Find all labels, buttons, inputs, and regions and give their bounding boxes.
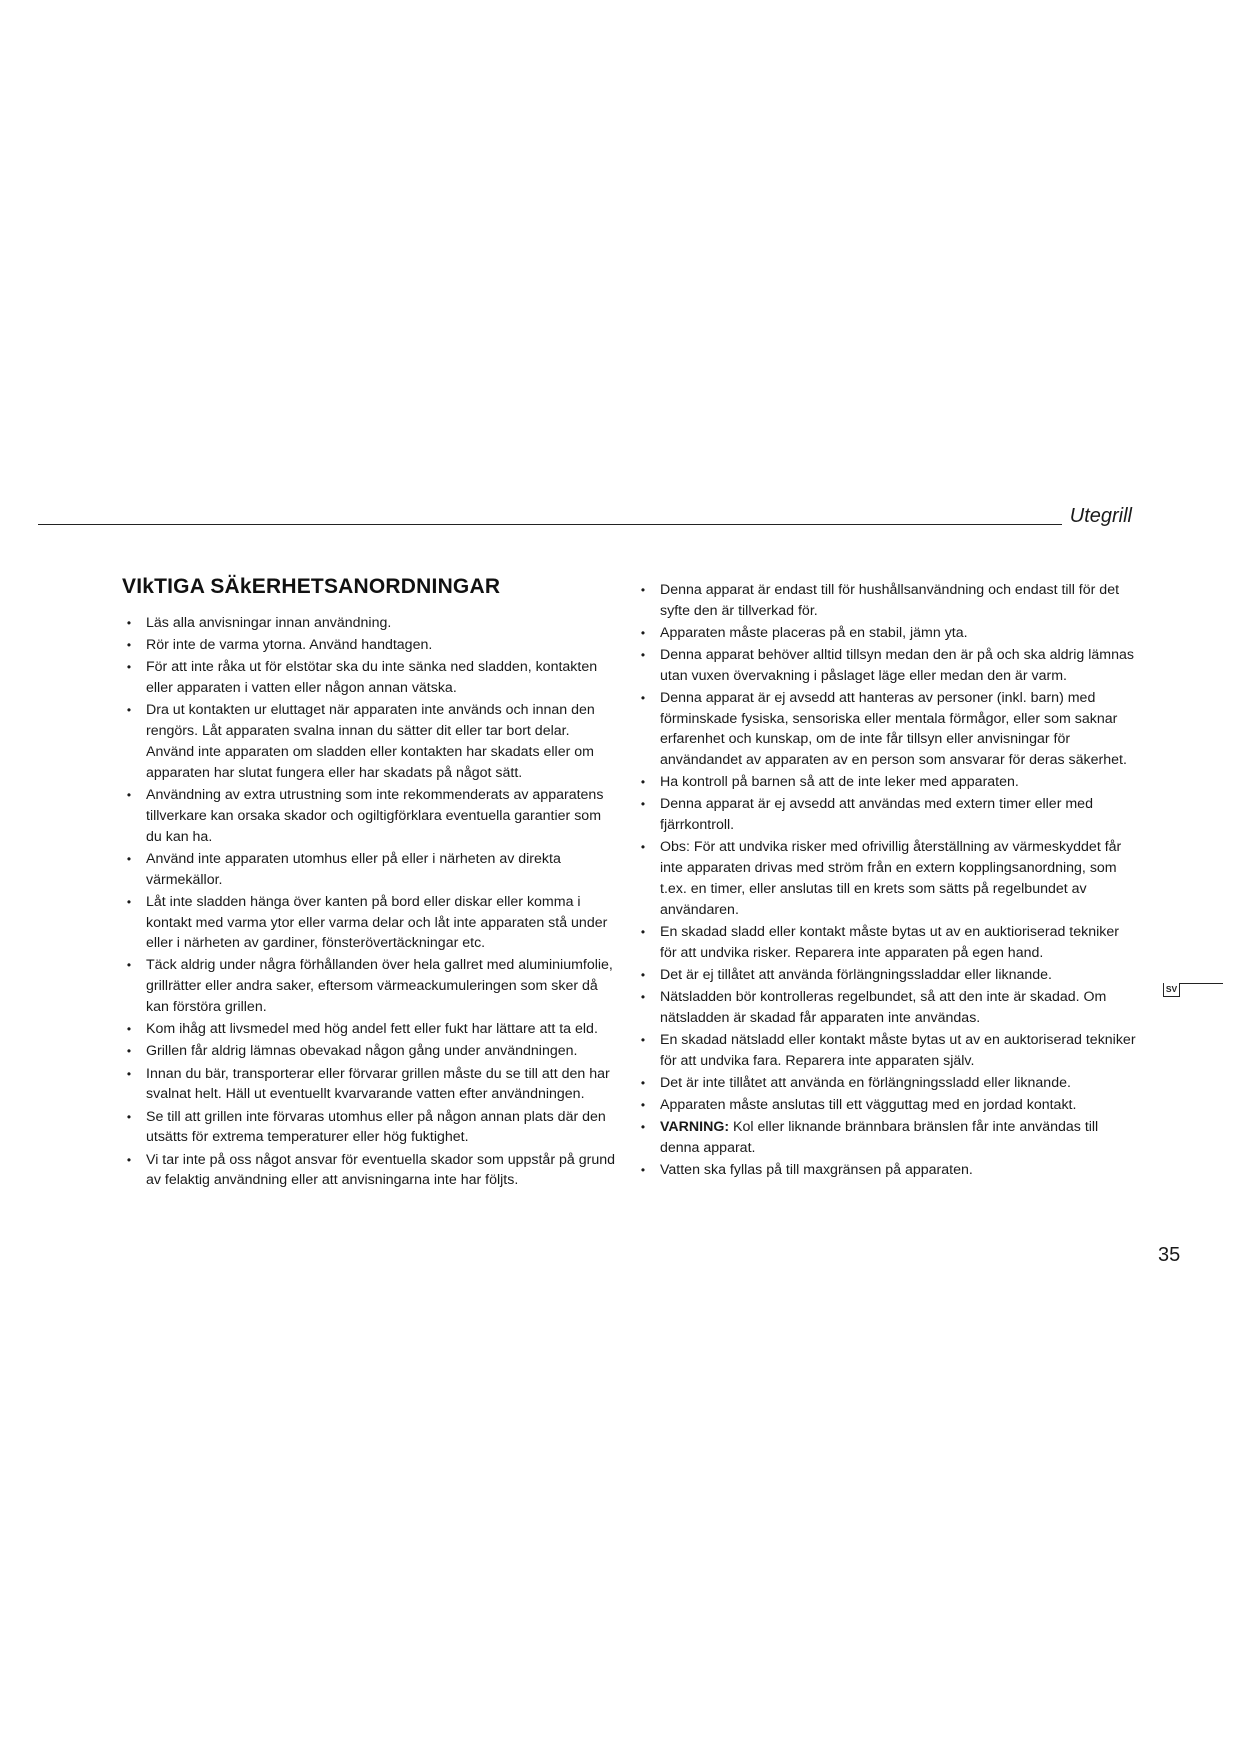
list-item — [122, 955, 615, 1017]
bullet-icon: • — [640, 690, 646, 705]
list-item-text: Ha kontroll på barnen så att de inte leker med apparaten. — [660, 774, 1019, 791]
header-rule — [38, 524, 1062, 525]
list-item-text: Rör inte de varma ytorna. Använd handtagen. — [146, 637, 433, 654]
list-item-text: Denna apparat är endast till för hushållsanvändning och endast till för det syfte den är tillverkad för. — [660, 582, 1120, 619]
list-item — [122, 1064, 615, 1106]
left-column — [122, 575, 615, 1193]
list-item — [636, 580, 1136, 622]
list-item — [122, 849, 615, 891]
bullet-icon: • — [640, 924, 646, 939]
list-item — [636, 1095, 1136, 1116]
list-item — [122, 1041, 615, 1062]
list-item — [636, 794, 1136, 836]
warning-text: Kol eller liknande brännbara bränslen får inte användas till denna apparat. — [660, 1118, 1099, 1156]
list-item-text: Se till att grillen inte förvaras utomhus eller på någon annan plats där den utsätts för extrema temperaturer eller hög fuktighet. — [146, 1108, 606, 1146]
right-bullet-list — [636, 580, 1136, 1180]
bullet-icon: • — [126, 958, 132, 973]
bullet-icon: • — [126, 660, 132, 675]
bullet-icon: • — [126, 1109, 132, 1124]
bullet-icon: • — [126, 787, 132, 802]
list-item — [636, 772, 1136, 793]
list-item — [122, 700, 615, 783]
list-item — [122, 613, 615, 634]
list-item-text: Det är ej tillåtet att använda förlängningssladdar eller liknande. — [660, 966, 1052, 983]
language-tab-line — [1179, 983, 1223, 984]
list-item — [636, 623, 1136, 644]
list-item-text: Täck aldrig under några förhållanden över hela gallret med aluminiumfolie, grillrätter eller andra saker, eftersom värmeackumuleringen som sker då kan förstöra grillen. — [146, 957, 613, 1016]
list-item-text: Denna apparat behöver alltid tillsyn medan den är på och ska aldrig lämnas utan vuxen övervakning i påslaget läge eller medan den är varm. — [660, 646, 1134, 684]
bullet-icon: • — [640, 1032, 646, 1047]
bullet-icon: • — [126, 1044, 132, 1059]
running-header-title: Utegrill — [1069, 505, 1132, 527]
page-number: 35 — [1158, 1244, 1181, 1266]
list-item — [636, 837, 1136, 920]
list-item-text: Använd inte apparaten utomhus eller på eller i närheten av direkta värmekällor. — [146, 850, 561, 888]
list-item-text: Obs: För att undvika risker med ofrivillig återställning av värmeskyddet får inte apparaten drivas med ström från en extern kopplingsanordning, som t.ex. en timer, eller anslutas till en krets som sätts på regelbundet av användaren. — [660, 839, 1122, 918]
list-item — [636, 688, 1136, 771]
bullet-icon: • — [126, 703, 132, 718]
bullet-icon: • — [640, 989, 646, 1004]
bullet-icon: • — [126, 894, 132, 909]
list-item-text: Denna apparat är ej avsedd att användas med extern timer eller med fjärrkontroll. — [660, 796, 1093, 834]
bullet-icon: • — [640, 840, 646, 855]
list-item — [636, 922, 1136, 964]
bullet-icon: • — [640, 647, 646, 662]
bullet-icon: • — [640, 967, 646, 982]
list-item-text: Apparaten måste anslutas till ett vägguttag med en jordad kontakt. — [660, 1096, 1077, 1113]
list-item-text: En skadad sladd eller kontakt måste bytas ut av en auktioriserad tekniker för att undvika risker. Reparera inte apparaten på egen hand. — [660, 923, 1119, 961]
list-item — [122, 1150, 615, 1192]
list-item-warning — [636, 1117, 1136, 1159]
list-item-text: Låt inte sladden hänga över kanten på bord eller diskar eller komma i kontakt med varma ytor eller varma delar och låt inte apparaten stå under eller i närheten av gardiner, fönsterövertäckningar etc. — [146, 893, 608, 952]
bullet-icon: • — [640, 625, 646, 640]
bullet-icon: • — [640, 583, 646, 597]
list-item-text: Vatten ska fyllas på till maxgränsen på apparaten. — [660, 1161, 973, 1178]
list-item-text: Apparaten måste placeras på en stabil, jämn yta. — [660, 624, 968, 641]
bullet-icon: • — [126, 638, 132, 653]
list-item-final — [636, 1160, 1136, 1181]
list-item-text: En skadad nätsladd eller kontakt måste bytas ut av en auktoriserad tekniker för att undvika fara. Reparera inte apparaten själv. — [660, 1031, 1136, 1069]
bullet-icon: • — [640, 1162, 646, 1177]
bullet-icon: • — [640, 797, 646, 812]
list-item — [122, 657, 615, 699]
list-item-text: Denna apparat är ej avsedd att hanteras av personer (inkl. barn) med förminskade fysiska, sensoriska eller mentala förmågor, eller som saknar erfarenhet och kunskap, om de inte får tillsyn eller anvisningar för användandet av apparaten av en person som ansvarar för deras säkerhet. — [660, 689, 1127, 769]
list-item — [122, 785, 615, 847]
list-item-text: Grillen får aldrig lämnas obevakad någon gång under användningen. — [146, 1043, 578, 1060]
list-item — [636, 1073, 1136, 1094]
bullet-icon: • — [640, 1119, 646, 1134]
list-item — [636, 1030, 1136, 1072]
bullet-icon: • — [126, 616, 132, 630]
list-item — [636, 645, 1136, 687]
list-item-text: Vi tar inte på oss något ansvar för eventuella skador som uppstår på grund av felaktig användning eller att anvisningarna inte har följts. — [146, 1151, 615, 1189]
warning-label: VARNING: — [660, 1118, 730, 1135]
list-item — [122, 1019, 615, 1040]
list-item-text: Det är inte tillåtet att använda en förlängningssladd eller liknande. — [660, 1074, 1071, 1091]
bullet-icon: • — [640, 1075, 646, 1090]
list-item — [122, 892, 615, 954]
language-tab-label: SV — [1163, 983, 1180, 997]
bullet-icon: • — [126, 1022, 132, 1037]
list-item-text: Nätsladden bör kontrolleras regelbundet, så att den inte är skadad. Om nätsladden är skadad får apparaten inte användas. — [660, 988, 1107, 1026]
bullet-icon: • — [126, 1066, 132, 1081]
bullet-icon: • — [126, 1152, 132, 1167]
right-column — [636, 580, 1136, 1182]
bullet-icon: • — [126, 851, 132, 866]
list-item-text: Dra ut kontakten ur eluttaget när apparaten inte används och innan den rengörs. Låt apparaten svalna innan du sätter dit eller tar bort delar. Använd inte apparaten om sladden eller kontakten har skadats eller om apparaten har slutat fungera eller har skadats på något sätt. — [146, 702, 595, 781]
list-item — [636, 965, 1136, 986]
list-item-text: Kom ihåg att livsmedel med hög andel fett eller fukt har lättare att ta eld. — [146, 1021, 598, 1038]
list-item-text: Innan du bär, transporterar eller förvarar grillen måste du se till att den har svalnat helt. Häll ut eventuellt kvarvarande vatten efter användningen. — [146, 1065, 610, 1103]
left-bullet-list — [122, 613, 615, 1191]
section-title: VIkTIGA SÄkERHETSANORDNINGAR — [122, 575, 501, 598]
list-item-text: För att inte råka ut för elstötar ska du inte sänka ned sladden, kontakten eller apparaten i vatten eller någon annan vätska. — [146, 659, 598, 697]
list-item-text: Användning av extra utrustning som inte rekommenderats av apparatens tillverkare kan orsaka skador och ogiltigförklara eventuella garantier som du kan ha. — [146, 786, 604, 845]
language-tab — [1163, 983, 1201, 997]
bullet-icon: • — [640, 1097, 646, 1112]
list-item — [122, 1107, 615, 1149]
list-item — [122, 635, 615, 656]
bullet-icon: • — [640, 775, 646, 790]
list-item — [636, 987, 1136, 1029]
list-item-text: Läs alla anvisningar innan användning. — [146, 615, 392, 631]
